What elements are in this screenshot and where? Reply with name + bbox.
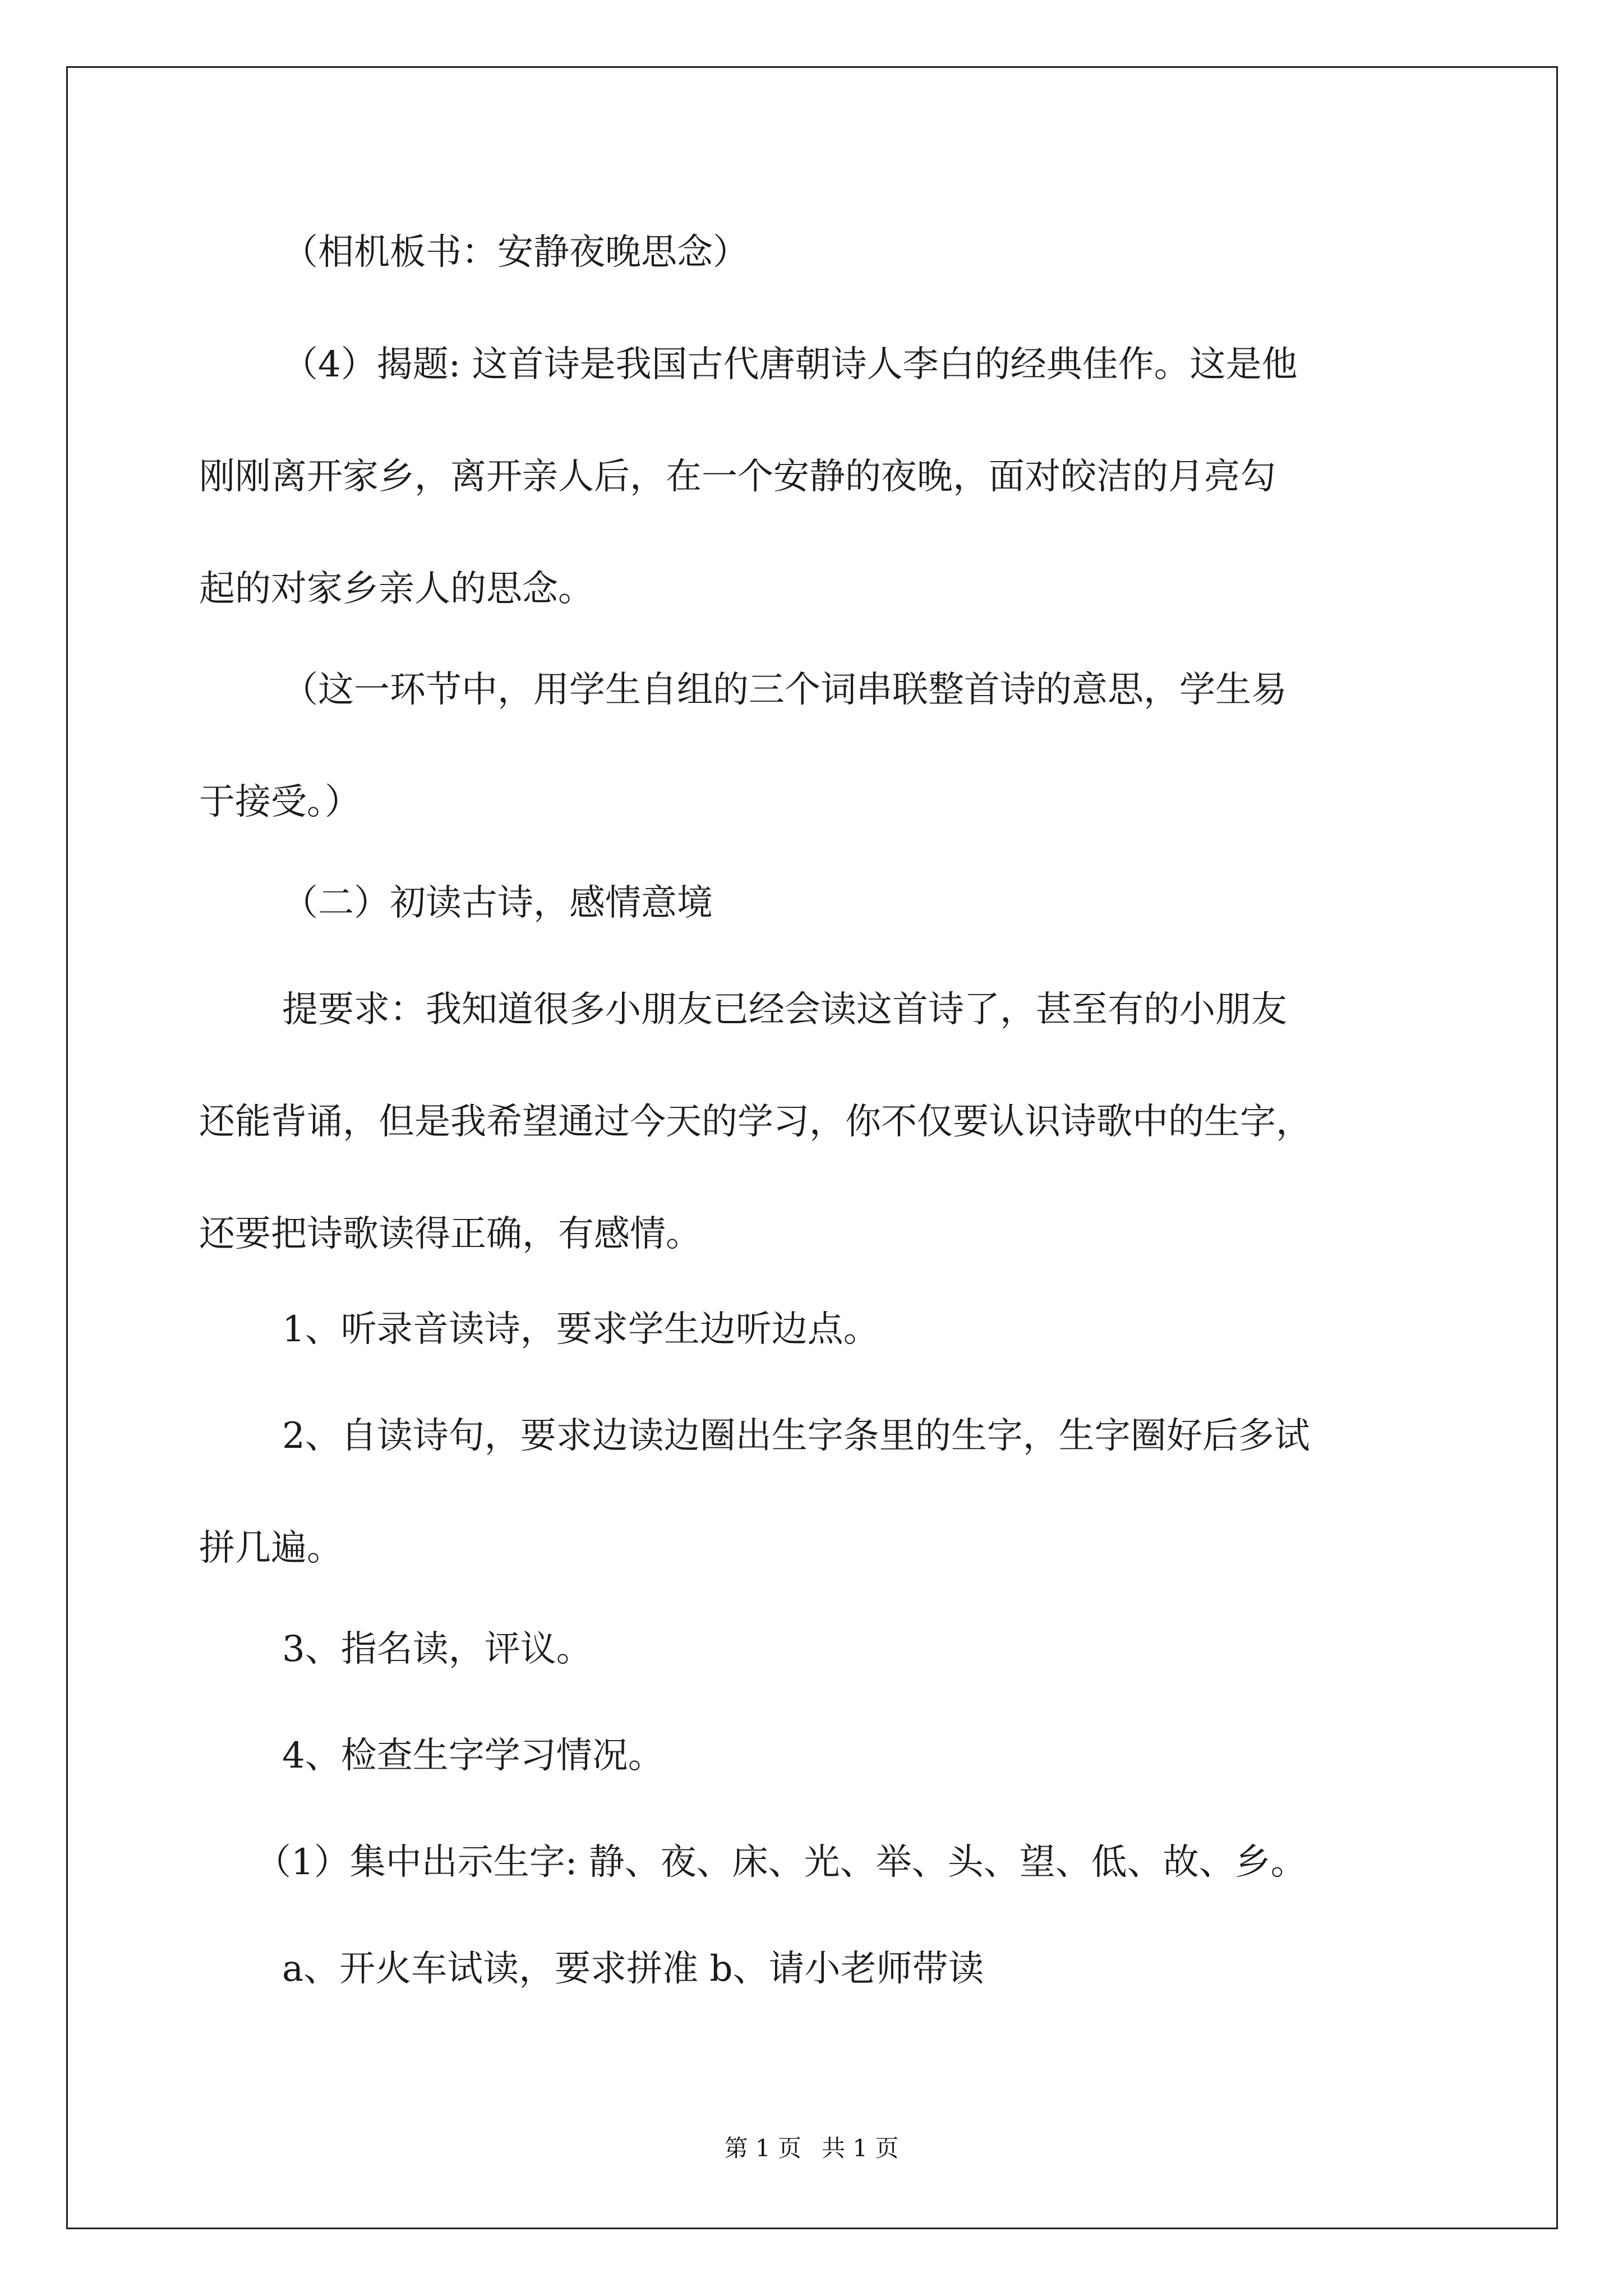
text-line: （二）初读古诗，感情意境 [282,882,713,924]
paragraph-1 [199,196,1433,309]
text-line: （相机板书：安静夜晚思念） [282,232,749,273]
text-line: 4、检查生字学习情况。 [282,1735,664,1777]
paragraph-11 [199,1913,1433,2025]
text-line: （这一环节中，用学生自组的三个词串联整首诗的意思，学生易 [282,669,1287,711]
text-line: 还要把诗歌读得正确，有感情。 [199,1213,702,1255]
paragraph-9 [199,1700,1433,1812]
text-line: （4）揭题: 这首诗是我国古代唐朝诗人李白的经典佳作。这是他 [282,344,1298,385]
paragraph-7 [199,1380,1433,1604]
text-line: 刚刚离开家乡，离开亲人后，在一个安静的夜晚，面对皎洁的月亮勾 [199,456,1276,498]
text-line: 2、自读诗句，要求边读边圈出生字条里的生字，生字圈好后多试 [282,1415,1310,1457]
text-line: 于接受。） [199,781,361,823]
page-total: 共 1 页 [822,2134,899,2162]
paragraph-4 [199,847,1433,959]
text-line: （1）集中出示生字: 静、夜、床、光、举、头、望、低、故、乡。 [255,1842,1307,1883]
paragraph-5 [199,954,1433,1290]
paragraph-3 [199,634,1433,858]
paragraph-6 [199,1273,1433,1386]
text-line: 3、指名读，评议。 [282,1628,592,1670]
text-line: 还能背诵，但是我希望通过今天的学习，你不仅要认识诗歌中的生字， [199,1101,1312,1143]
page-number: 第 1 页 [724,2134,801,2162]
text-line: 1、听录音读诗，要求学生边听边点。 [282,1309,879,1350]
paragraph-10 [199,1806,1433,1918]
text-line: a、开火车试读，要求拼准 b、请小老师带读 [282,1948,984,1990]
paragraph-2 [199,309,1433,645]
page-footer [0,2132,1623,2165]
text-line: 起的对家乡亲人的思念。 [199,568,594,610]
paragraph-8 [199,1593,1433,1705]
text-line: 提要求：我知道很多小朋友已经会读这首诗了，甚至有的小朋友 [282,989,1287,1030]
text-line: 拼几遍。 [199,1527,343,1569]
